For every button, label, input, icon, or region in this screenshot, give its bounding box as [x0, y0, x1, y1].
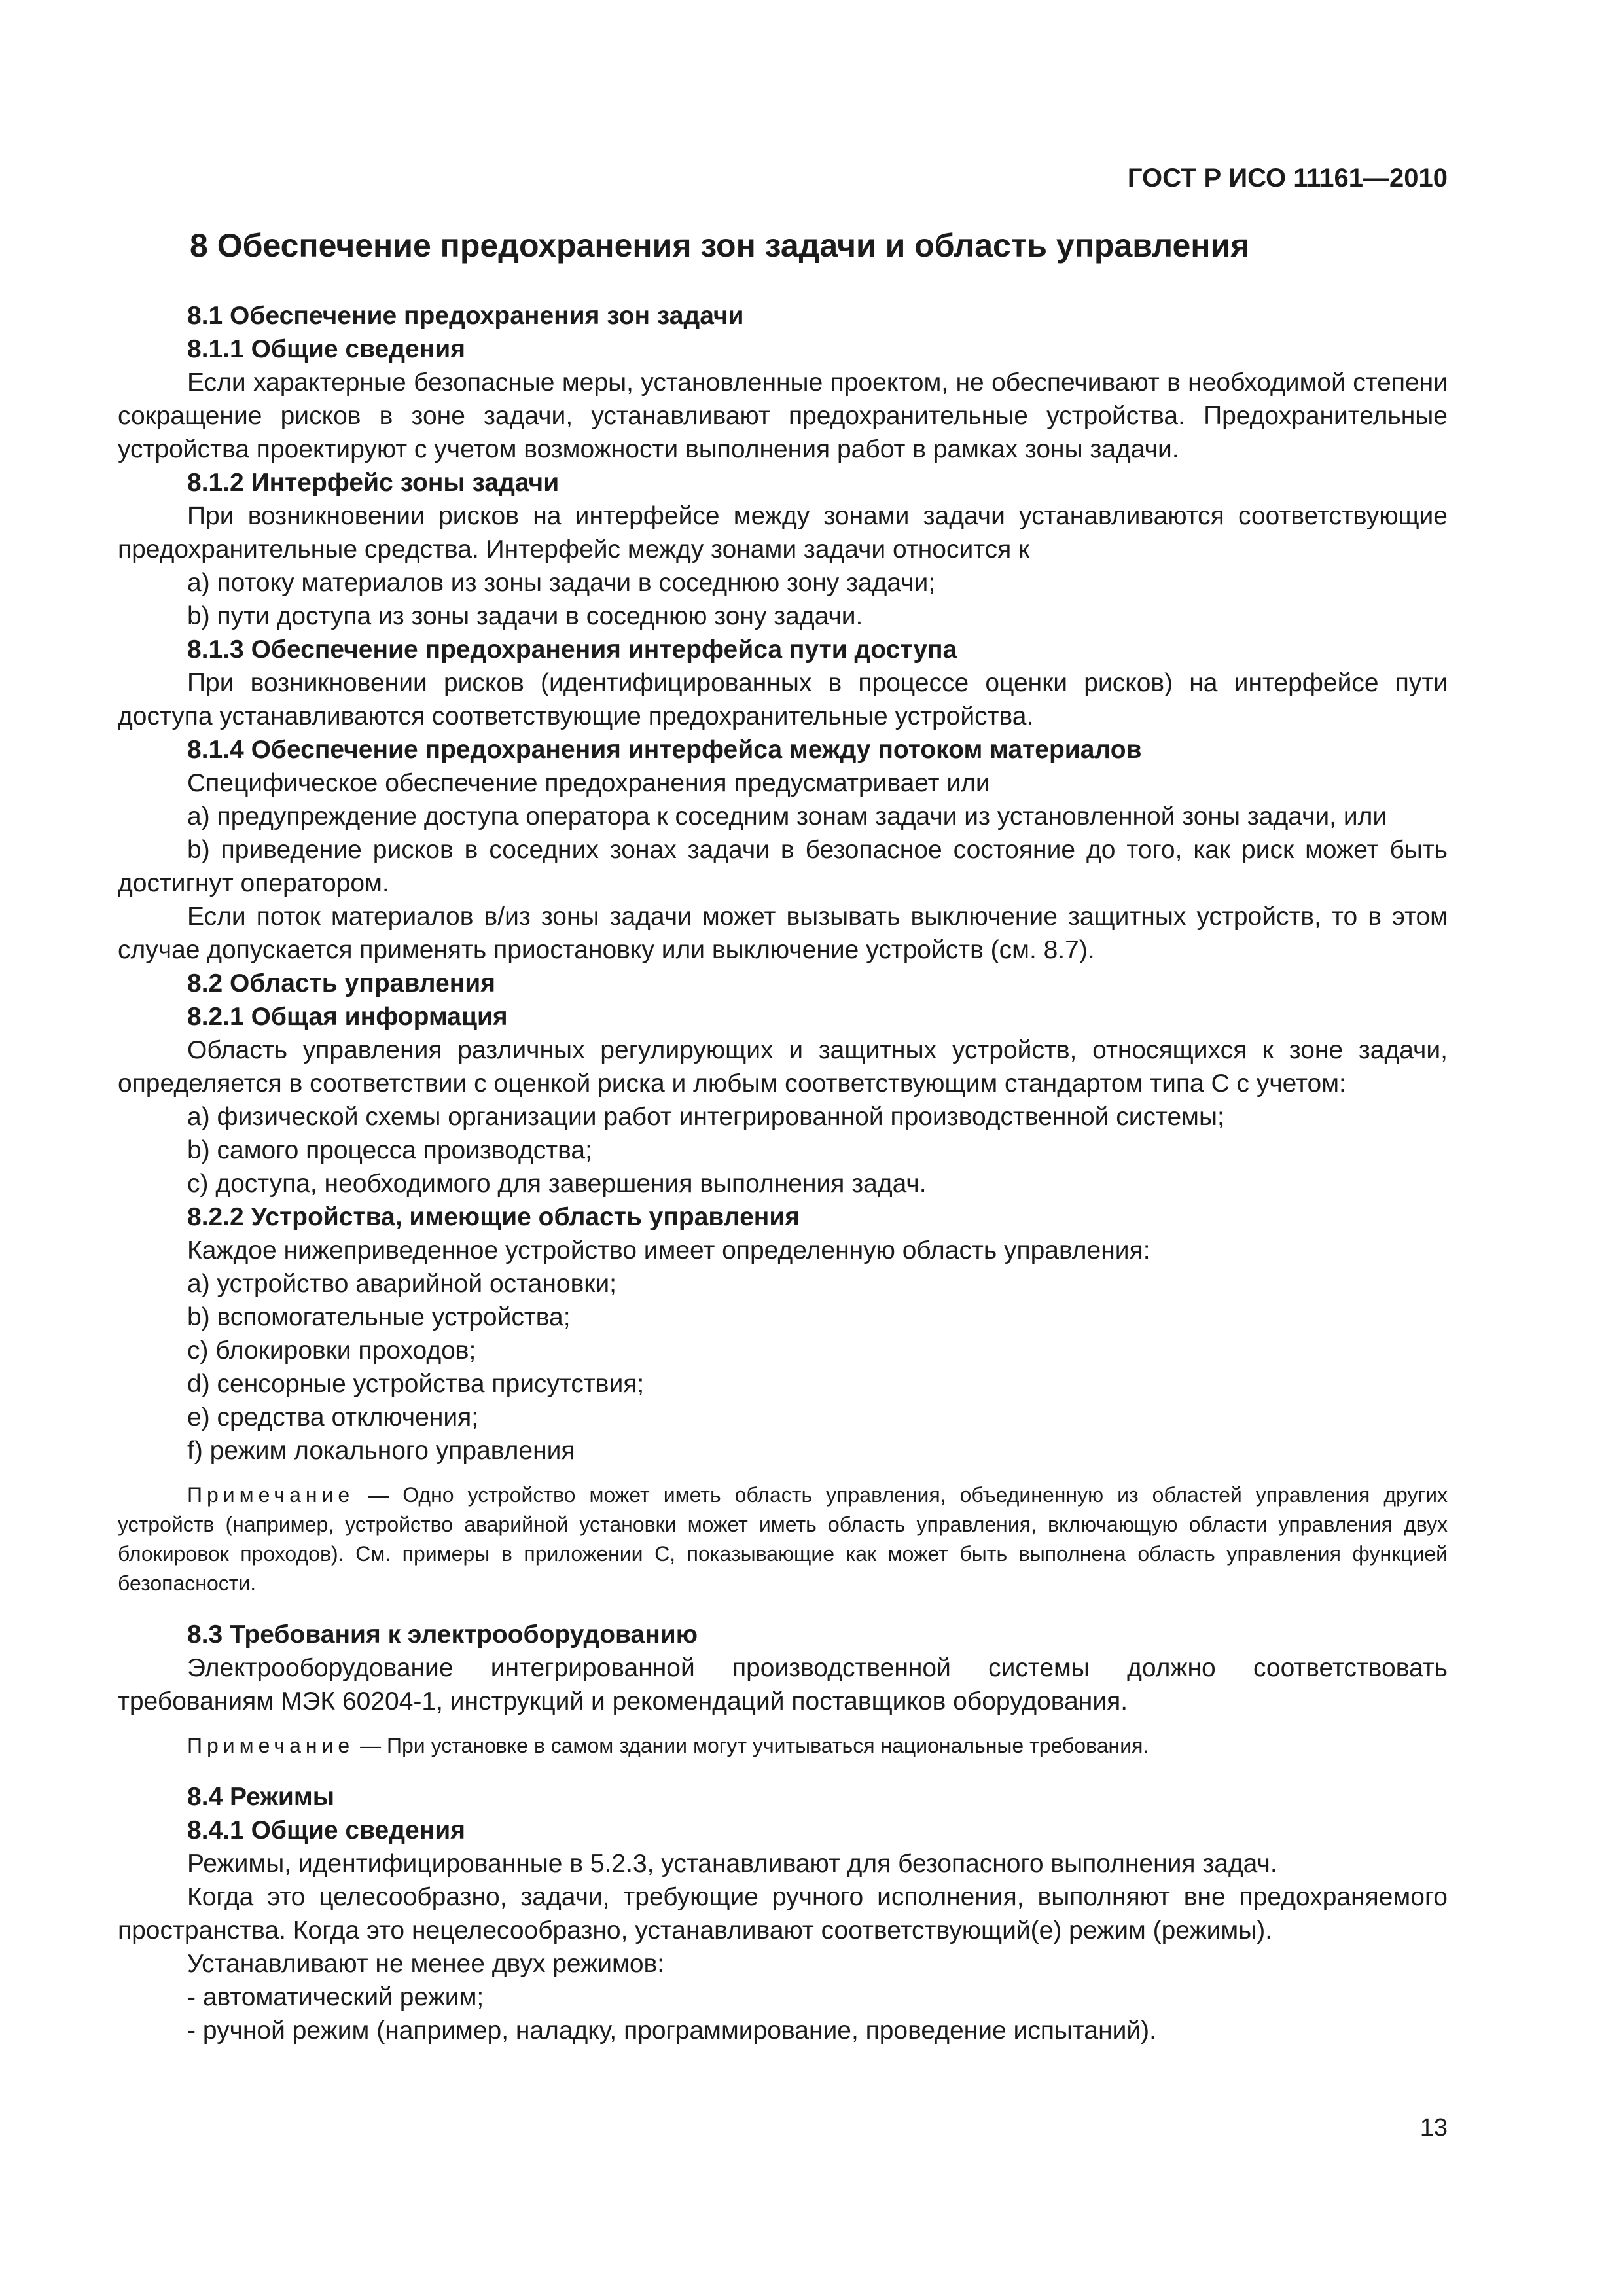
- list-item: - автоматический режим;: [187, 1983, 484, 2011]
- list-item: b) самого процесса производства;: [187, 1136, 592, 1164]
- standard-code-header: ГОСТ Р ИСО 11161—2010: [1127, 164, 1448, 192]
- paragraph: Когда это целесообразно, задачи, требующие ручного исполнения, выполняют вне предохраняемого пространства. Когда это нецелесообразно, устанавливают соответствующий(е) режим (режимы).: [118, 1883, 1448, 1945]
- paragraph: При возникновении рисков на интерфейсе между зонами задачи устанавливаются соответствующие предохранительные средства. Интерфейс между зонами задачи относится к: [118, 502, 1448, 564]
- section-heading: 8.2 Область управления: [187, 969, 496, 997]
- paragraph: a) предупреждение доступа оператора к соседним зонам задачи из установленной зоны задачи, или: [187, 802, 1387, 831]
- subsection-heading: 8.1.2 Интерфейс зоны задачи: [187, 469, 560, 497]
- list-item: b) пути доступа из зоны задачи в соседнюю зону задачи.: [187, 602, 863, 630]
- list-item: a) потоку материалов из зоны задачи в соседнюю зону задачи;: [187, 569, 936, 597]
- list-item: - ручной режим (например, наладку, программирование, проведение испытаний).: [187, 2017, 1157, 2045]
- list-item: c) доступа, необходимого для завершения выполнения задач.: [187, 1170, 927, 1198]
- subsection-heading: 8.4.1 Общие сведения: [187, 1816, 465, 1844]
- chapter-title: 8 Обеспечение предохранения зон задачи и область управления: [190, 227, 1250, 264]
- list-item: a) физической схемы организации работ интегрированной производственной системы;: [187, 1103, 1224, 1131]
- list-item: f) режим локального управления: [187, 1437, 575, 1465]
- paragraph: Если поток материалов в/из зоны задачи может вызывать выключение защитных устройств, то в этом случае допускается применять приостановку или выключение устройств (см. 8.7).: [118, 903, 1448, 964]
- document-body: [118, 226, 1448, 2047]
- page-number: 13: [1419, 2114, 1448, 2142]
- list-item: c) блокировки проходов;: [187, 1336, 476, 1365]
- paragraph: Режимы, идентифицированные в 5.2.3, устанавливают для безопасного выполнения задач.: [187, 1850, 1277, 1878]
- section-heading: 8.1 Обеспечение предохранения зон задачи: [187, 302, 744, 330]
- note: [118, 1480, 1448, 1598]
- subsection-heading: 8.1.3 Обеспечение предохранения интерфейса пути доступа: [187, 636, 957, 664]
- note-label: Примечание: [187, 1734, 355, 1757]
- list-item: d) сенсорные устройства присутствия;: [187, 1370, 645, 1398]
- paragraph: Специфическое обеспечение предохранения предусматривает или: [187, 769, 990, 797]
- note-text: — При установке в самом здании могут учитываться национальные требования.: [354, 1734, 1149, 1757]
- paragraph: Если характерные безопасные меры, установленные проектом, не обеспечивают в необходимой степени сокращение рисков в зоне задачи, устанавливают предохранительные устройства. Предохранительные устройства проектируют с учетом возможности выполнения работ в рамках зоны задачи.: [118, 368, 1448, 463]
- subsection-heading: 8.1.1 Общие сведения: [187, 335, 465, 363]
- note-label: Примечание: [187, 1483, 355, 1507]
- section-heading: 8.4 Режимы: [187, 1783, 335, 1811]
- paragraph: b) приведение рисков в соседних зонах задачи в безопасное состояние до того, как риск может быть достигнут оператором.: [118, 836, 1448, 897]
- note-text: — Одно устройство может иметь область управления, объединенную из областей управления других устройств (например, устройство аварийной установки может иметь область управления, включающую области управления двух блокировок проходов). См. примеры в приложении С, показывающие как может быть выполнена область управления функцией безопасности.: [118, 1483, 1448, 1595]
- paragraph: При возникновении рисков (идентифицированных в процессе оценки рисков) на интерфейсе пути доступа устанавливаются соответствующие предохранительные устройства.: [118, 669, 1448, 730]
- section-heading: 8.3 Требования к электрооборудованию: [187, 1621, 698, 1649]
- paragraph: Область управления различных регулирующих и защитных устройств, относящихся к зоне задачи, определяется в соответствии с оценкой риска и любым соответствующим стандартом типа С с учетом:: [118, 1036, 1448, 1098]
- subsection-heading: 8.2.1 Общая информация: [187, 1003, 508, 1031]
- subsection-heading: 8.2.2 Устройства, имеющие область управления: [187, 1203, 800, 1231]
- paragraph: Электрооборудование интегрированной производственной системы должно соответствовать требованиям МЭК 60204-1, инструкций и рекомендаций поставщиков оборудования.: [118, 1654, 1448, 1715]
- note: [118, 1731, 1448, 1761]
- list-item: b) вспомогательные устройства;: [187, 1303, 571, 1331]
- subsection-heading: 8.1.4 Обеспечение предохранения интерфейса между потоком материалов: [187, 736, 1142, 764]
- paragraph: Каждое нижеприведенное устройство имеет определенную область управления:: [187, 1236, 1150, 1265]
- paragraph: Устанавливают не менее двух режимов:: [187, 1950, 665, 1978]
- list-item: e) средства отключения;: [187, 1403, 479, 1431]
- list-item: a) устройство аварийной остановки;: [187, 1270, 616, 1298]
